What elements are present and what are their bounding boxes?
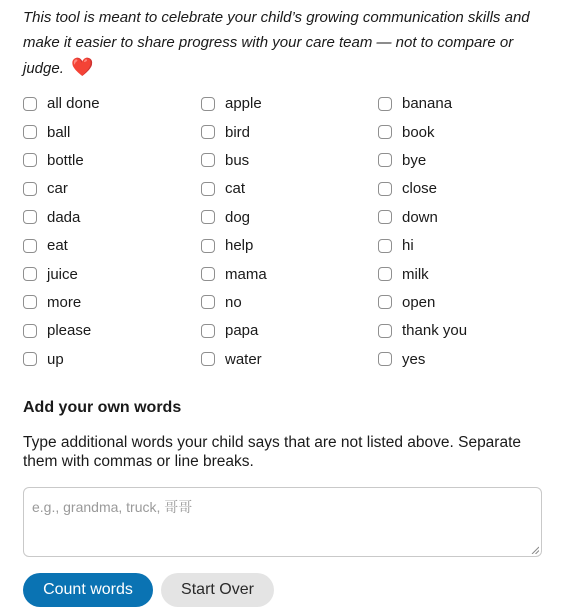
word-option[interactable] — [23, 175, 201, 203]
checkbox[interactable] — [23, 153, 37, 167]
word-option[interactable] — [378, 118, 538, 146]
word-label: yes — [402, 350, 426, 368]
checkbox[interactable] — [378, 153, 392, 167]
word-option[interactable] — [201, 345, 378, 373]
word-option[interactable] — [378, 231, 538, 259]
word-label: dada — [47, 208, 81, 226]
checkbox[interactable] — [23, 352, 37, 366]
word-label: car — [47, 180, 68, 198]
checkbox[interactable] — [201, 97, 215, 111]
word-option[interactable] — [378, 175, 538, 203]
word-option[interactable] — [201, 146, 378, 174]
checkbox[interactable] — [23, 324, 37, 338]
checkbox[interactable] — [201, 153, 215, 167]
start-over-button[interactable]: Start Over — [161, 573, 274, 607]
word-label: down — [402, 208, 438, 226]
checkbox[interactable] — [378, 352, 392, 366]
checkbox[interactable] — [378, 295, 392, 309]
word-label: water — [225, 350, 262, 368]
checkbox[interactable] — [23, 210, 37, 224]
word-option[interactable] — [23, 146, 201, 174]
word-option[interactable] — [23, 317, 201, 345]
checkbox[interactable] — [378, 125, 392, 139]
checkbox[interactable] — [201, 324, 215, 338]
checkbox[interactable] — [201, 210, 215, 224]
word-option[interactable] — [378, 146, 538, 174]
word-label: milk — [402, 265, 429, 283]
word-option[interactable] — [201, 175, 378, 203]
checkbox[interactable] — [378, 239, 392, 253]
word-label: mama — [225, 265, 267, 283]
word-label: open — [402, 293, 436, 311]
word-option[interactable] — [201, 90, 378, 118]
word-label: help — [225, 237, 254, 255]
intro-message: This tool is meant to celebrate your child’s growing communication skills and make it easier to share progress with your care team — not to compare or judge. — [23, 9, 530, 77]
word-option[interactable] — [23, 231, 201, 259]
word-option[interactable] — [23, 203, 201, 231]
word-option[interactable] — [201, 203, 378, 231]
resize-handle-icon[interactable] — [531, 546, 539, 554]
word-label: more — [47, 293, 82, 311]
checkbox[interactable] — [201, 352, 215, 366]
word-option[interactable] — [201, 288, 378, 316]
word-label: up — [47, 350, 64, 368]
word-label: no — [225, 293, 242, 311]
word-option[interactable] — [378, 203, 538, 231]
word-label: please — [47, 322, 92, 340]
word-label: banana — [402, 95, 453, 113]
custom-words-placeholder: e.g., grandma, truck, 哥哥 — [32, 499, 193, 516]
word-option[interactable] — [23, 90, 201, 118]
checkbox[interactable] — [23, 239, 37, 253]
heart-icon: ❤️ — [71, 57, 94, 77]
word-option[interactable] — [201, 118, 378, 146]
word-label: all done — [47, 95, 100, 113]
word-option[interactable] — [201, 317, 378, 345]
word-option[interactable] — [378, 317, 538, 345]
word-label: cat — [225, 180, 246, 198]
checkbox[interactable] — [23, 182, 37, 196]
custom-words-input[interactable] — [23, 487, 542, 557]
word-option[interactable] — [378, 288, 538, 316]
checkbox[interactable] — [378, 97, 392, 111]
checkbox[interactable] — [201, 295, 215, 309]
word-option[interactable] — [201, 260, 378, 288]
word-option[interactable] — [201, 231, 378, 259]
word-label: ball — [47, 123, 71, 141]
count-words-button[interactable]: Count words — [23, 573, 153, 607]
checkbox[interactable] — [201, 239, 215, 253]
word-label: book — [402, 123, 435, 141]
word-label: bye — [402, 151, 427, 169]
checkbox[interactable] — [201, 125, 215, 139]
checkbox[interactable] — [378, 267, 392, 281]
custom-words-heading: Add your own words — [23, 399, 182, 417]
intro-text — [23, 6, 543, 82]
word-option[interactable] — [23, 288, 201, 316]
word-label: apple — [225, 95, 262, 113]
checkbox[interactable] — [378, 324, 392, 338]
word-label: close — [402, 180, 438, 198]
checkbox[interactable] — [23, 97, 37, 111]
word-option[interactable] — [23, 260, 201, 288]
custom-words-description: Type additional words your child says that are not listed above. Separate them with commas or line breaks. — [23, 434, 522, 471]
word-label: bus — [225, 151, 250, 169]
word-option[interactable] — [378, 260, 538, 288]
word-label: eat — [47, 237, 68, 255]
word-option[interactable] — [378, 345, 538, 373]
action-buttons — [23, 573, 544, 607]
word-option[interactable] — [23, 345, 201, 373]
checkbox[interactable] — [23, 125, 37, 139]
word-label: bottle — [47, 151, 84, 169]
word-label: thank you — [402, 322, 468, 340]
checkbox[interactable] — [201, 267, 215, 281]
word-label: juice — [47, 265, 78, 283]
checkbox[interactable] — [23, 295, 37, 309]
word-label: bird — [225, 123, 251, 141]
checkbox[interactable] — [201, 182, 215, 196]
word-option[interactable] — [23, 118, 201, 146]
checkbox[interactable] — [378, 210, 392, 224]
word-checklist — [23, 90, 544, 374]
checkbox[interactable] — [378, 182, 392, 196]
word-label: hi — [402, 237, 414, 255]
word-label: papa — [225, 322, 259, 340]
word-option[interactable] — [378, 90, 538, 118]
word-label: dog — [225, 208, 251, 226]
checkbox[interactable] — [23, 267, 37, 281]
